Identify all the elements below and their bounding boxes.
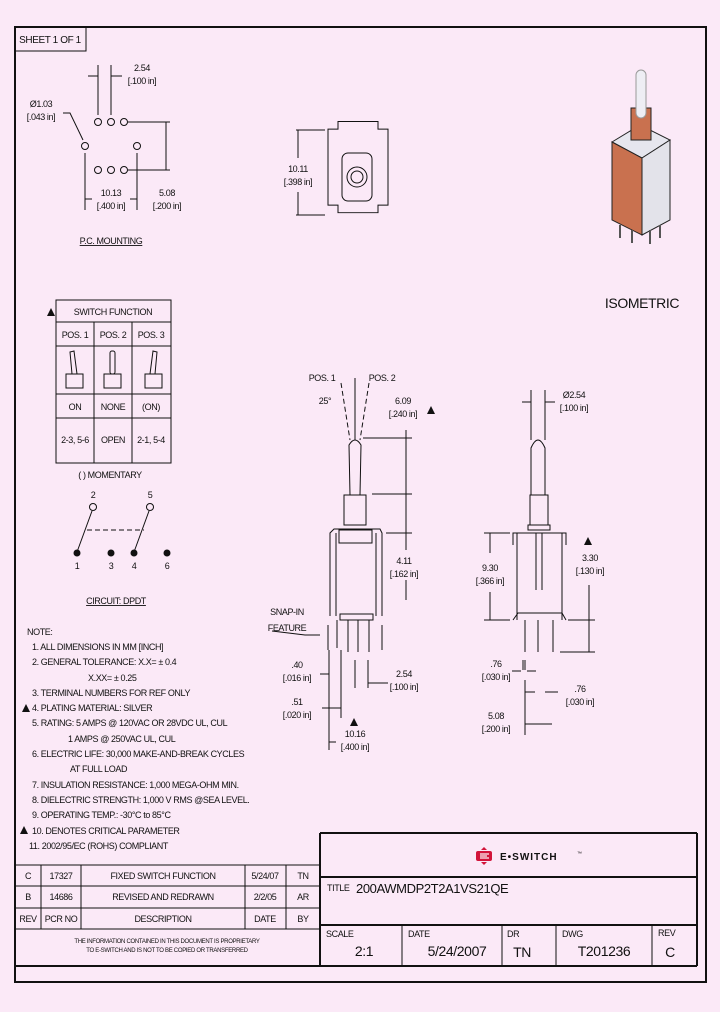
feature-label: FEATURE — [267, 623, 307, 633]
part-number: 200AWMDP2T2A1VS21QE — [356, 881, 509, 896]
critical-triangle-icon — [47, 308, 55, 316]
header-rev: REV — [19, 914, 37, 924]
snap-in-label: SNAP-IN — [270, 607, 304, 617]
dim-lever-dia-in: [.100 in] — [559, 403, 589, 413]
note-line: X.XX= ± 0.25 — [88, 673, 137, 683]
note-line: 3. TERMINAL NUMBERS FOR REF ONLY — [32, 688, 191, 698]
scale-label: SCALE — [326, 929, 354, 939]
dim-pin-pitch-in: [.100 in] — [389, 682, 419, 692]
dim-pin-offset: .76 — [574, 684, 586, 694]
notes — [20, 627, 249, 851]
momentary-note: ( ) MOMENTARY — [78, 470, 142, 480]
dim-body-height: 9.30 — [482, 563, 498, 573]
pos-3-label: POS. 3 — [137, 330, 165, 340]
dim-pin-width: .40 — [291, 660, 303, 670]
dim-pitch-in: [.100 in] — [127, 76, 157, 86]
e-switch-logo — [476, 847, 582, 865]
dim-width-in: [.400 in] — [96, 201, 126, 211]
note-line: 1. ALL DIMENSIONS IN MM [INCH] — [32, 642, 164, 652]
dim-top-size-in: [.398 in] — [283, 177, 313, 187]
dim-lever-dia: Ø2.54 — [562, 390, 586, 400]
pos-1-label: POS. 1 — [61, 330, 89, 340]
critical-triangle-icon — [22, 704, 30, 712]
note-line: 2. GENERAL TOLERANCE: X.X= ± 0.4 — [32, 657, 177, 667]
dim-row-gap: 5.08 — [159, 188, 175, 198]
terminal-2: 2 — [90, 490, 96, 500]
description-cell: REVISED AND REDRAWN — [112, 892, 214, 902]
dim-pitch: 2.54 — [134, 63, 150, 73]
dim-body-height-in: [.366 in] — [475, 576, 505, 586]
date-cell: 5/24/07 — [251, 871, 279, 881]
note-line: AT FULL LOAD — [70, 764, 128, 774]
header-pcr: PCR NO — [44, 914, 78, 924]
pos1-label: POS. 1 — [308, 373, 336, 383]
terminal-3: 3 — [108, 561, 114, 571]
title-block — [320, 833, 697, 966]
critical-triangle-icon — [427, 406, 435, 414]
dim-pin-offset-in: [.030 in] — [565, 697, 595, 707]
brand-trademark: ™ — [577, 851, 582, 857]
dim-pin-thickness: .76 — [490, 659, 502, 669]
pos-3-state: (ON) — [142, 402, 160, 412]
dim-pin-length-in: [.130 in] — [575, 566, 605, 576]
dim-overall-in: [.400 in] — [340, 742, 370, 752]
description-cell: FIXED SWITCH FUNCTION — [110, 871, 216, 881]
terminal-4: 4 — [131, 561, 137, 571]
dim-lever: 6.09 — [395, 396, 411, 406]
pos-2-label: POS. 2 — [99, 330, 127, 340]
isometric-view — [605, 70, 679, 311]
note-line: 7. INSULATION RESISTANCE: 1,000 MEGA-OHM MIN. — [32, 780, 239, 790]
pos-1-connection: 2-3, 5-6 — [61, 435, 89, 445]
dim-row: 5.08 — [488, 711, 504, 721]
pc-mounting-title: P.C. MOUNTING — [79, 236, 143, 246]
header-by: BY — [297, 914, 309, 924]
critical-triangle-icon — [350, 718, 358, 726]
dim-overall: 10.16 — [344, 729, 366, 739]
revision-label: REV — [658, 928, 676, 938]
pos-1-state: ON — [68, 402, 82, 412]
rev-cell: B — [25, 892, 31, 902]
dim-bushing: 4.11 — [396, 556, 412, 566]
dim-width: 10.13 — [100, 188, 122, 198]
critical-triangle-icon — [20, 826, 28, 834]
dim-pin-width-in: [.016 in] — [282, 673, 312, 683]
note-line: 10. DENOTES CRITICAL PARAMETER — [32, 826, 180, 836]
note-line: 6. ELECTRIC LIFE: 30,000 MAKE-AND-BREAK CYCLES — [32, 749, 245, 759]
date-cell: 2/2/05 — [253, 892, 277, 902]
scale-value: 2:1 — [354, 943, 374, 959]
note-line: 1 AMPS @ 250VAC UL, CUL — [68, 734, 176, 744]
terminal-6: 6 — [164, 561, 170, 571]
circuit-title: CIRCUIT: DPDT — [86, 596, 146, 606]
note-line: 4. PLATING MATERIAL: SILVER — [32, 703, 153, 713]
dim-row-in: [.200 in] — [481, 724, 511, 734]
pos-2-state: NONE — [100, 402, 126, 412]
drawing-number-label: DWG — [562, 929, 583, 939]
dim-hole-dia: Ø1.03 — [29, 99, 53, 109]
proprietary-notice: TO E-SWITCH AND IS NOT TO BE COPIED OR TRANSFERRED — [86, 948, 248, 954]
header-description: DESCRIPTION — [134, 914, 192, 924]
dim-hole-dia-in: [.043 in] — [26, 112, 56, 122]
drawing-frame — [15, 27, 706, 982]
notes-title: NOTE: — [27, 627, 53, 637]
dim-top-size: 10.11 — [288, 164, 308, 174]
pcr-cell: 14686 — [49, 892, 73, 902]
terminal-5: 5 — [147, 490, 153, 500]
rev-cell: C — [24, 871, 32, 881]
drawn-by-label: DR — [507, 929, 520, 939]
pos2-label: POS. 2 — [368, 373, 396, 383]
switch-function-table — [47, 300, 171, 480]
by-cell: TN — [297, 871, 309, 881]
terminal-1: 1 — [74, 561, 80, 571]
header-date: DATE — [254, 914, 276, 924]
critical-triangle-icon — [584, 537, 592, 545]
proprietary-notice: THE INFORMATION CONTAINED IN THIS DOCUMENT IS PROPRIETARY — [74, 939, 260, 945]
isometric-label: ISOMETRIC — [604, 295, 680, 311]
note-line: 9. OPERATING TEMP.: -30°C to 85°C — [32, 810, 171, 820]
switch-function-header: SWITCH FUNCTION — [73, 307, 153, 317]
brand-name: E•SWITCH — [500, 852, 558, 863]
dim-bushing-in: [.162 in] — [389, 569, 419, 579]
dim-pin-thickness-in: [.030 in] — [481, 672, 511, 682]
pos-3-connection: 2-1, 5-4 — [137, 435, 165, 445]
circuit-diagram — [74, 490, 171, 606]
title-label: TITLE — [327, 883, 350, 893]
by-cell: AR — [297, 892, 309, 902]
drawing-number-value: T201236 — [577, 943, 631, 959]
dim-snap-width: .51 — [291, 697, 303, 707]
dim-lever-in: [.240 in] — [388, 409, 418, 419]
dim-pin-pitch: 2.54 — [396, 669, 412, 679]
date-label: DATE — [408, 929, 430, 939]
revision-value: C — [665, 944, 675, 960]
side-view — [476, 390, 604, 735]
dim-snap-width-in: [.020 in] — [282, 710, 312, 720]
pc-mounting-view — [27, 63, 181, 246]
front-view — [268, 373, 435, 752]
sheet-label: SHEET 1 OF 1 — [19, 35, 81, 46]
top-view — [284, 122, 388, 215]
note-line: 11. 2002/95/EC (ROHS) COMPLIANT — [29, 841, 168, 851]
dim-row-gap-in: [.200 in] — [152, 201, 182, 211]
note-line: 5. RATING: 5 AMPS @ 120VAC OR 28VDC UL, CUL — [32, 718, 228, 728]
pcr-cell: 17327 — [49, 871, 73, 881]
dim-pin-length: 3.30 — [582, 553, 598, 563]
angle-label: 25° — [318, 396, 332, 406]
note-line: 8. DIELECTRIC STRENGTH: 1,000 V RMS @SEA LEVEL. — [32, 795, 250, 805]
date-value: 5/24/2007 — [427, 943, 487, 959]
pos-2-connection: OPEN — [101, 435, 125, 445]
drawn-by-value: TN — [513, 944, 531, 960]
